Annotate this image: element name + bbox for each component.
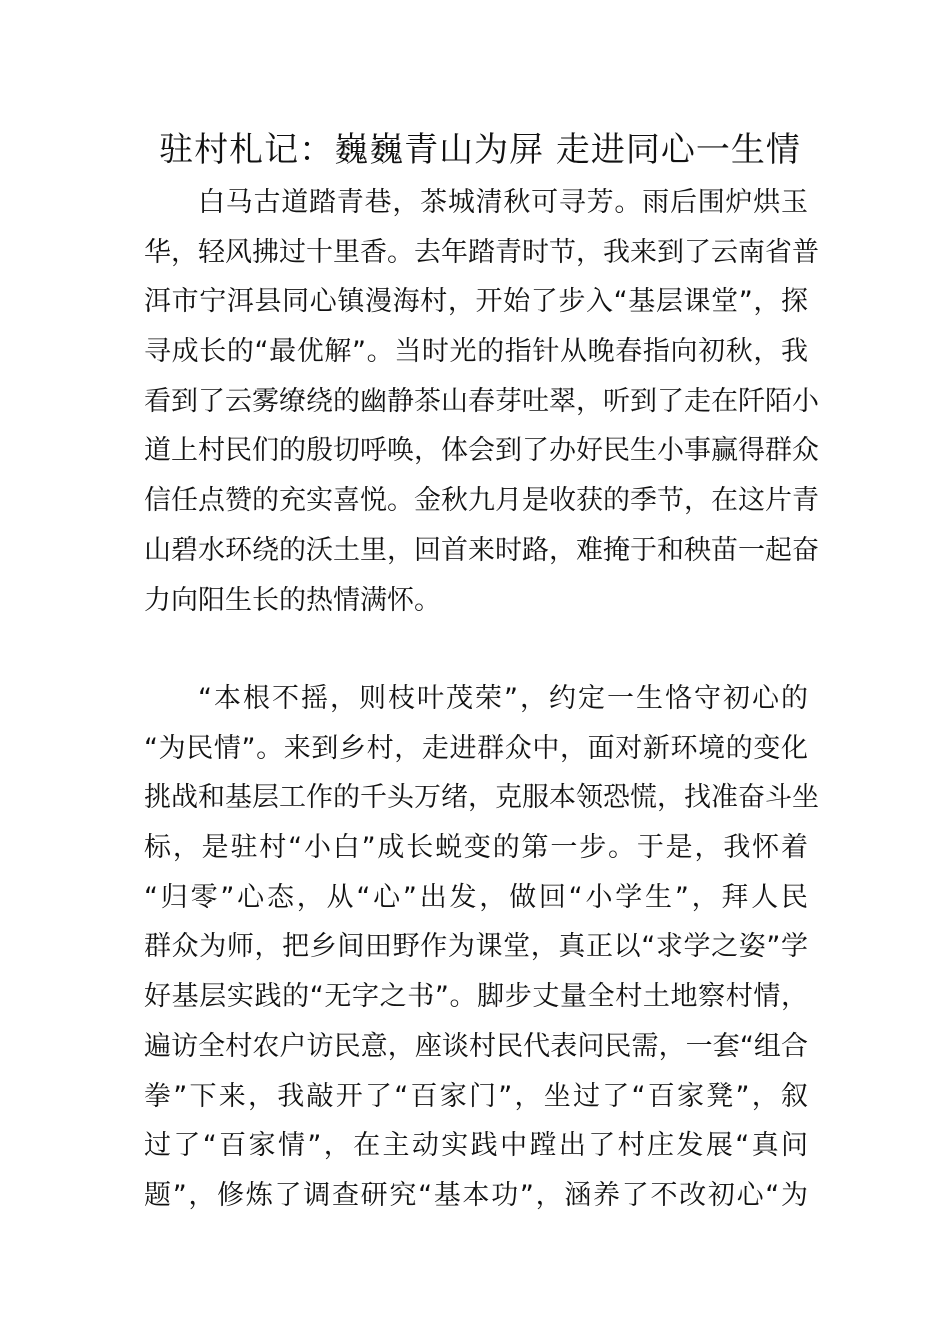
paragraph-line: 遍访全村农户访民意，座谈村民代表问民需，一套“组合: [144, 1030, 808, 1062]
paragraph-line: 标，是驻村“小白”成长蜕变的第一步。于是，我怀着: [144, 832, 808, 864]
paragraph-line: 力向阳生长的热情满怀。: [144, 584, 441, 616]
paragraph-line: 挑战和基层工作的千头万绪，克服本领恐慌，找准奋斗坐: [144, 782, 819, 814]
paragraph-line: 洱市宁洱县同心镇漫海村，开始了步入“基层课堂”，探: [144, 286, 808, 318]
paragraph-line: 看到了云雾缭绕的幽静茶山春芽吐翠，听到了走在阡陌小: [144, 385, 819, 417]
paragraph-2: [144, 674, 819, 1221]
paragraph-line: 道上村民们的殷切呼唤，体会到了办好民生小事赢得群众: [144, 435, 819, 467]
paragraph-1: [144, 178, 819, 625]
paragraph-line: 好基层实践的“无字之书”。脚步丈量全村土地察村情，: [144, 981, 808, 1013]
paragraph-line: 拳”下来，我敲开了“百家门”，坐过了“百家凳”，叙: [144, 1080, 808, 1112]
paragraph-line: 寻成长的“最优解”。当时光的指针从晚春指向初秋，我: [144, 336, 808, 368]
paragraph-line: “为民情”。来到乡村，走进群众中，面对新环境的变化: [144, 732, 808, 764]
paragraph-line: 白马古道踏青巷，茶城清秋可寻芳。雨后围炉烘玉: [198, 187, 808, 218]
document-title: 驻村札记：巍巍青山为屏 走进同心一生情: [159, 130, 801, 170]
paragraph-line: “归零”心态，从“心”出发，做回“小学生”，拜人民: [144, 881, 808, 913]
paragraph-line: 山碧水环绕的沃土里，回首来时路，难掩于和秧苗一起奋: [144, 534, 819, 566]
paragraph-line: 题”，修炼了调查研究“基本功”，涵养了不改初心“为: [144, 1179, 808, 1211]
paragraph-line: “本根不摇，则枝叶茂荣”，约定一生恪守初心的: [198, 683, 808, 714]
paragraph-line: 过了“百家情”，在主动实践中蹚出了村庄发展“真问: [144, 1130, 808, 1162]
paragraph-line: 华，轻风拂过十里香。去年踏青时节，我来到了云南省普: [144, 236, 819, 268]
paragraph-line: 信任点赞的充实喜悦。金秋九月是收获的季节，在这片青: [144, 485, 819, 517]
paragraph-line: 群众为师，把乡间田野作为课堂，真正以“求学之姿”学: [144, 931, 808, 963]
